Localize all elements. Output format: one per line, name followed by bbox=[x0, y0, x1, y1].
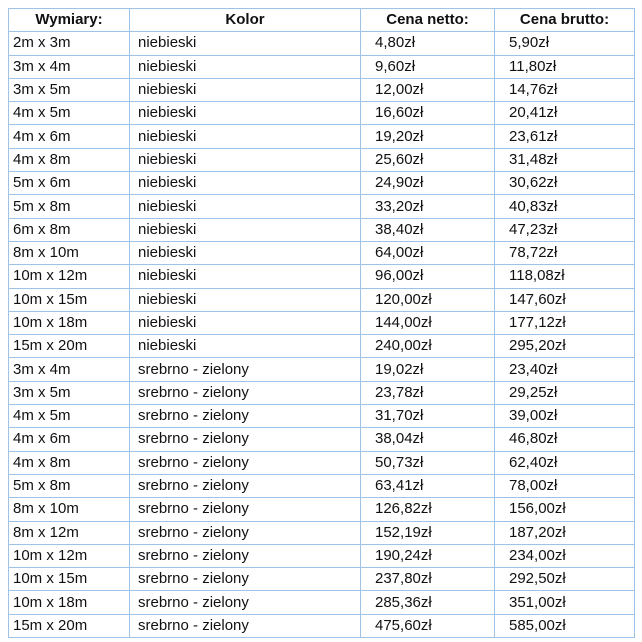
cell-wymiary: 4m x 8m bbox=[9, 148, 130, 171]
table-body bbox=[9, 32, 635, 638]
cell-cena-netto: 190,24zł bbox=[361, 544, 495, 567]
cell-kolor: srebrno - zielony bbox=[130, 358, 361, 381]
cell-wymiary: 10m x 15m bbox=[9, 568, 130, 591]
header-cena-brutto: Cena brutto: bbox=[495, 9, 635, 32]
cell-wymiary: 10m x 12m bbox=[9, 265, 130, 288]
cell-cena-brutto: 585,00zł bbox=[495, 614, 635, 637]
cell-cena-brutto: 295,20zł bbox=[495, 335, 635, 358]
cell-cena-netto: 12,00zł bbox=[361, 78, 495, 101]
table-row bbox=[9, 218, 635, 241]
cell-cena-brutto: 40,83zł bbox=[495, 195, 635, 218]
table-row bbox=[9, 102, 635, 125]
cell-cena-netto: 4,80zł bbox=[361, 32, 495, 55]
cell-wymiary: 8m x 12m bbox=[9, 521, 130, 544]
cell-kolor: srebrno - zielony bbox=[130, 428, 361, 451]
table-row bbox=[9, 544, 635, 567]
cell-cena-brutto: 20,41zł bbox=[495, 102, 635, 125]
cell-cena-brutto: 30,62zł bbox=[495, 172, 635, 195]
cell-cena-brutto: 234,00zł bbox=[495, 544, 635, 567]
table-row bbox=[9, 614, 635, 637]
cell-wymiary: 10m x 12m bbox=[9, 544, 130, 567]
cell-cena-netto: 19,02zł bbox=[361, 358, 495, 381]
cell-kolor: niebieski bbox=[130, 311, 361, 334]
cell-kolor: niebieski bbox=[130, 335, 361, 358]
cell-cena-brutto: 177,12zł bbox=[495, 311, 635, 334]
header-row bbox=[9, 9, 635, 32]
cell-kolor: srebrno - zielony bbox=[130, 405, 361, 428]
table-row bbox=[9, 265, 635, 288]
cell-cena-netto: 237,80zł bbox=[361, 568, 495, 591]
table-row bbox=[9, 288, 635, 311]
cell-cena-netto: 38,40zł bbox=[361, 218, 495, 241]
cell-cena-brutto: 29,25zł bbox=[495, 381, 635, 404]
cell-wymiary: 4m x 6m bbox=[9, 125, 130, 148]
cell-wymiary: 2m x 3m bbox=[9, 32, 130, 55]
cell-kolor: niebieski bbox=[130, 102, 361, 125]
cell-wymiary: 10m x 15m bbox=[9, 288, 130, 311]
cell-cena-netto: 25,60zł bbox=[361, 148, 495, 171]
cell-cena-brutto: 187,20zł bbox=[495, 521, 635, 544]
cell-cena-brutto: 14,76zł bbox=[495, 78, 635, 101]
cell-cena-netto: 23,78zł bbox=[361, 381, 495, 404]
table-row bbox=[9, 591, 635, 614]
cell-kolor: srebrno - zielony bbox=[130, 544, 361, 567]
cell-wymiary: 5m x 6m bbox=[9, 172, 130, 195]
cell-cena-netto: 96,00zł bbox=[361, 265, 495, 288]
table-row bbox=[9, 451, 635, 474]
cell-kolor: niebieski bbox=[130, 218, 361, 241]
cell-wymiary: 4m x 6m bbox=[9, 428, 130, 451]
table-row bbox=[9, 172, 635, 195]
cell-wymiary: 4m x 8m bbox=[9, 451, 130, 474]
table-row bbox=[9, 311, 635, 334]
price-table bbox=[8, 8, 635, 638]
cell-cena-brutto: 31,48zł bbox=[495, 148, 635, 171]
cell-cena-netto: 126,82zł bbox=[361, 498, 495, 521]
header-cena-netto: Cena netto: bbox=[361, 9, 495, 32]
cell-cena-netto: 33,20zł bbox=[361, 195, 495, 218]
table-row bbox=[9, 405, 635, 428]
cell-kolor: srebrno - zielony bbox=[130, 451, 361, 474]
cell-cena-brutto: 292,50zł bbox=[495, 568, 635, 591]
table-row bbox=[9, 32, 635, 55]
cell-kolor: niebieski bbox=[130, 125, 361, 148]
cell-cena-brutto: 5,90zł bbox=[495, 32, 635, 55]
cell-cena-brutto: 351,00zł bbox=[495, 591, 635, 614]
cell-cena-brutto: 78,00zł bbox=[495, 474, 635, 497]
cell-cena-brutto: 78,72zł bbox=[495, 241, 635, 264]
cell-cena-netto: 19,20zł bbox=[361, 125, 495, 148]
table-row bbox=[9, 241, 635, 264]
cell-kolor: srebrno - zielony bbox=[130, 568, 361, 591]
cell-wymiary: 6m x 8m bbox=[9, 218, 130, 241]
cell-wymiary: 10m x 18m bbox=[9, 591, 130, 614]
cell-kolor: niebieski bbox=[130, 265, 361, 288]
cell-wymiary: 3m x 5m bbox=[9, 381, 130, 404]
cell-cena-brutto: 46,80zł bbox=[495, 428, 635, 451]
cell-cena-netto: 120,00zł bbox=[361, 288, 495, 311]
cell-kolor: niebieski bbox=[130, 288, 361, 311]
cell-cena-netto: 38,04zł bbox=[361, 428, 495, 451]
cell-wymiary: 3m x 4m bbox=[9, 55, 130, 78]
cell-cena-netto: 475,60zł bbox=[361, 614, 495, 637]
cell-kolor: niebieski bbox=[130, 78, 361, 101]
cell-cena-netto: 50,73zł bbox=[361, 451, 495, 474]
cell-kolor: niebieski bbox=[130, 241, 361, 264]
cell-cena-brutto: 156,00zł bbox=[495, 498, 635, 521]
cell-wymiary: 10m x 18m bbox=[9, 311, 130, 334]
table-row bbox=[9, 55, 635, 78]
cell-kolor: niebieski bbox=[130, 148, 361, 171]
cell-cena-netto: 152,19zł bbox=[361, 521, 495, 544]
cell-wymiary: 3m x 5m bbox=[9, 78, 130, 101]
cell-cena-netto: 63,41zł bbox=[361, 474, 495, 497]
cell-cena-netto: 285,36zł bbox=[361, 591, 495, 614]
cell-cena-brutto: 39,00zł bbox=[495, 405, 635, 428]
cell-cena-netto: 240,00zł bbox=[361, 335, 495, 358]
table-row bbox=[9, 498, 635, 521]
cell-wymiary: 3m x 4m bbox=[9, 358, 130, 381]
cell-wymiary: 15m x 20m bbox=[9, 614, 130, 637]
cell-kolor: srebrno - zielony bbox=[130, 498, 361, 521]
cell-cena-brutto: 118,08zł bbox=[495, 265, 635, 288]
table-row bbox=[9, 521, 635, 544]
cell-cena-brutto: 23,61zł bbox=[495, 125, 635, 148]
table-row bbox=[9, 148, 635, 171]
cell-kolor: srebrno - zielony bbox=[130, 381, 361, 404]
cell-kolor: niebieski bbox=[130, 32, 361, 55]
cell-cena-netto: 144,00zł bbox=[361, 311, 495, 334]
price-table-container bbox=[8, 8, 634, 638]
table-row bbox=[9, 335, 635, 358]
cell-kolor: srebrno - zielony bbox=[130, 614, 361, 637]
cell-kolor: niebieski bbox=[130, 55, 361, 78]
cell-cena-brutto: 147,60zł bbox=[495, 288, 635, 311]
cell-wymiary: 8m x 10m bbox=[9, 498, 130, 521]
table-row bbox=[9, 474, 635, 497]
cell-wymiary: 4m x 5m bbox=[9, 102, 130, 125]
cell-cena-brutto: 23,40zł bbox=[495, 358, 635, 381]
cell-cena-brutto: 11,80zł bbox=[495, 55, 635, 78]
table-row bbox=[9, 568, 635, 591]
table-row bbox=[9, 381, 635, 404]
cell-kolor: niebieski bbox=[130, 172, 361, 195]
table-row bbox=[9, 125, 635, 148]
cell-kolor: srebrno - zielony bbox=[130, 474, 361, 497]
table-row bbox=[9, 358, 635, 381]
header-wymiary: Wymiary: bbox=[9, 9, 130, 32]
cell-wymiary: 4m x 5m bbox=[9, 405, 130, 428]
cell-kolor: srebrno - zielony bbox=[130, 521, 361, 544]
table-row bbox=[9, 428, 635, 451]
cell-wymiary: 8m x 10m bbox=[9, 241, 130, 264]
cell-kolor: srebrno - zielony bbox=[130, 591, 361, 614]
cell-cena-netto: 24,90zł bbox=[361, 172, 495, 195]
table-row bbox=[9, 78, 635, 101]
cell-cena-netto: 16,60zł bbox=[361, 102, 495, 125]
cell-wymiary: 5m x 8m bbox=[9, 474, 130, 497]
cell-cena-brutto: 62,40zł bbox=[495, 451, 635, 474]
cell-cena-netto: 31,70zł bbox=[361, 405, 495, 428]
table-row bbox=[9, 195, 635, 218]
cell-cena-netto: 64,00zł bbox=[361, 241, 495, 264]
cell-kolor: niebieski bbox=[130, 195, 361, 218]
cell-wymiary: 5m x 8m bbox=[9, 195, 130, 218]
cell-wymiary: 15m x 20m bbox=[9, 335, 130, 358]
header-kolor: Kolor bbox=[130, 9, 361, 32]
cell-cena-netto: 9,60zł bbox=[361, 55, 495, 78]
cell-cena-brutto: 47,23zł bbox=[495, 218, 635, 241]
